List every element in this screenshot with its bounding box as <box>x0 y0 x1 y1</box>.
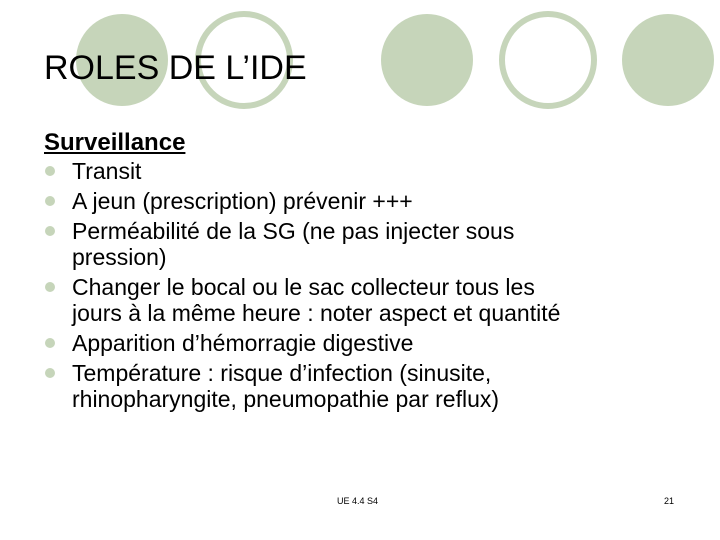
bullet-text-line: Changer le bocal ou le sac collecteur tous les <box>72 274 535 300</box>
decor-circle-5 <box>622 14 714 106</box>
bullet-text-line: A jeun (prescription) prévenir +++ <box>72 188 413 214</box>
bullet-text-line: jours à la même heure : noter aspect et quantité <box>72 300 561 326</box>
bullet-item <box>44 330 704 356</box>
bullet-dot-icon <box>45 282 55 292</box>
bullet-text-line: pression) <box>72 244 167 270</box>
slide-body <box>44 128 704 416</box>
decor-circle-3 <box>381 14 473 106</box>
bullet-text-line: Apparition d’hémorragie digestive <box>72 330 414 356</box>
footer-course-code: UE 4.4 S4 <box>337 496 379 506</box>
bullet-text-line: Température : risque d’infection (sinusite, <box>72 360 492 386</box>
bullet-item <box>44 188 704 214</box>
decor-circle-4 <box>502 14 594 106</box>
bullet-dot-icon <box>45 166 55 176</box>
section-heading: Surveillance <box>44 129 186 156</box>
bullet-item <box>44 218 704 270</box>
bullet-item <box>44 360 704 412</box>
slide-title: ROLES DE L’IDE <box>44 49 307 87</box>
bullet-item <box>44 274 704 326</box>
bullet-dot-icon <box>45 368 55 378</box>
page-number: 21 <box>664 496 675 506</box>
bullet-item <box>44 158 704 184</box>
bullet-dot-icon <box>45 196 55 206</box>
bullet-text-line: Perméabilité de la SG (ne pas injecter sous <box>72 218 515 244</box>
bullet-dot-icon <box>45 226 55 236</box>
bullet-dot-icon <box>45 338 55 348</box>
bullet-text-line: rhinopharyngite, pneumopathie par reflux) <box>72 386 500 412</box>
bullet-text-line: Transit <box>72 158 142 184</box>
bullet-list <box>44 158 704 412</box>
